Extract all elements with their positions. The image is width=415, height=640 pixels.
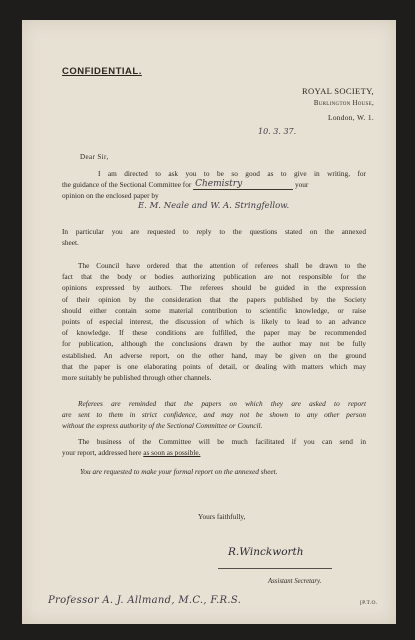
- signature-rule: [218, 568, 332, 569]
- subject-blank: [193, 179, 293, 190]
- p3-line: The Council have ordered that the attention of referees shall be drawn to the: [78, 261, 366, 270]
- signature-block: [214, 538, 336, 572]
- paragraph-formal-report: You are requested to make your formal report on the annexed sheet.: [80, 467, 278, 476]
- p3-line: of knowledge. If these conditions are fulfilled, the paper may be recommended: [62, 328, 366, 338]
- signatory-title: Assistant Secretary.: [268, 578, 322, 585]
- address-line-2: Burlington House,: [313, 100, 374, 107]
- p3-line: points of especial interest, the discussion of which is likely to lead to an advance: [62, 317, 366, 327]
- p2-line-2: sheet.: [62, 238, 79, 248]
- p4-line: Referees are reminded that the papers on which they are asked to report: [78, 399, 366, 408]
- p2-line-1: In particular you are requested to reply to the questions stated on the annexed: [62, 227, 366, 236]
- p3-line: fact that the body or bodies authorizing publication are not responsible for the: [62, 272, 366, 282]
- signature: R.Winckworth: [228, 546, 304, 558]
- p4-line: without the express authority of the Sectional Committee or Council.: [62, 421, 263, 431]
- paragraph-council: [62, 260, 366, 383]
- paragraph-request: [62, 168, 366, 211]
- paragraph-business: [62, 436, 366, 458]
- confidential-heading: CONFIDENTIAL.: [62, 66, 142, 77]
- handwritten-date: 10. 3. 37.: [258, 127, 297, 136]
- address-line-3: London, W. 1.: [328, 113, 374, 122]
- p1-line-1: I am directed to ask you to be so good as to give in writing, for: [98, 169, 366, 178]
- letter-sheet: [22, 20, 396, 624]
- pto-mark: [P.T.O.: [360, 600, 378, 606]
- handwritten-authors: E. M. Neale and W. A. Stringfellow.: [138, 201, 290, 211]
- closing-yours-faithfully: Yours faithfully,: [198, 512, 246, 521]
- paragraph-questions: [62, 226, 366, 248]
- p5-line-2: your report, addressed here as soon as possible.: [62, 448, 201, 458]
- p3-line: that the paper is one elaborating points of detail, or dealing with matters which may: [62, 361, 366, 371]
- paragraph-confidence: [62, 398, 366, 432]
- p4-line: are sent to them in strict confidence, and may not be shown to any other person: [62, 410, 366, 420]
- p3-line: established. An adverse report, on the other hand, may be given on the ground: [62, 350, 366, 360]
- salutation: Dear Sir,: [80, 153, 109, 161]
- handwritten-addressee: Professor A. J. Allmand, M.C., F.R.S.: [48, 595, 242, 606]
- address-line-1: ROYAL SOCIETY,: [302, 86, 374, 96]
- p3-line: opinions expressed by authors. The referees should be guided in the expression: [62, 283, 366, 293]
- p5-line-1: The business of the Committee will be much facilitated if you can send in: [78, 437, 366, 446]
- p1-line-2: the guidance of the Sectional Committee for Chemistry your: [62, 179, 309, 190]
- p1-line-3: opinion on the enclosed paper by: [62, 191, 159, 201]
- p3-line: of their opinion by the consideration that the papers published by the Society: [62, 294, 366, 304]
- handwritten-subject: Chemistry: [195, 179, 243, 190]
- p3-line: should either contain some material contribution to scientific knowledge, or raise: [62, 305, 366, 315]
- p3-line: more suitably be published through other channels.: [62, 373, 212, 383]
- p3-line: for publication, although the conclusions drawn by the author may not be fully: [62, 339, 366, 349]
- as-soon-as-possible: as soon as possible.: [143, 448, 201, 458]
